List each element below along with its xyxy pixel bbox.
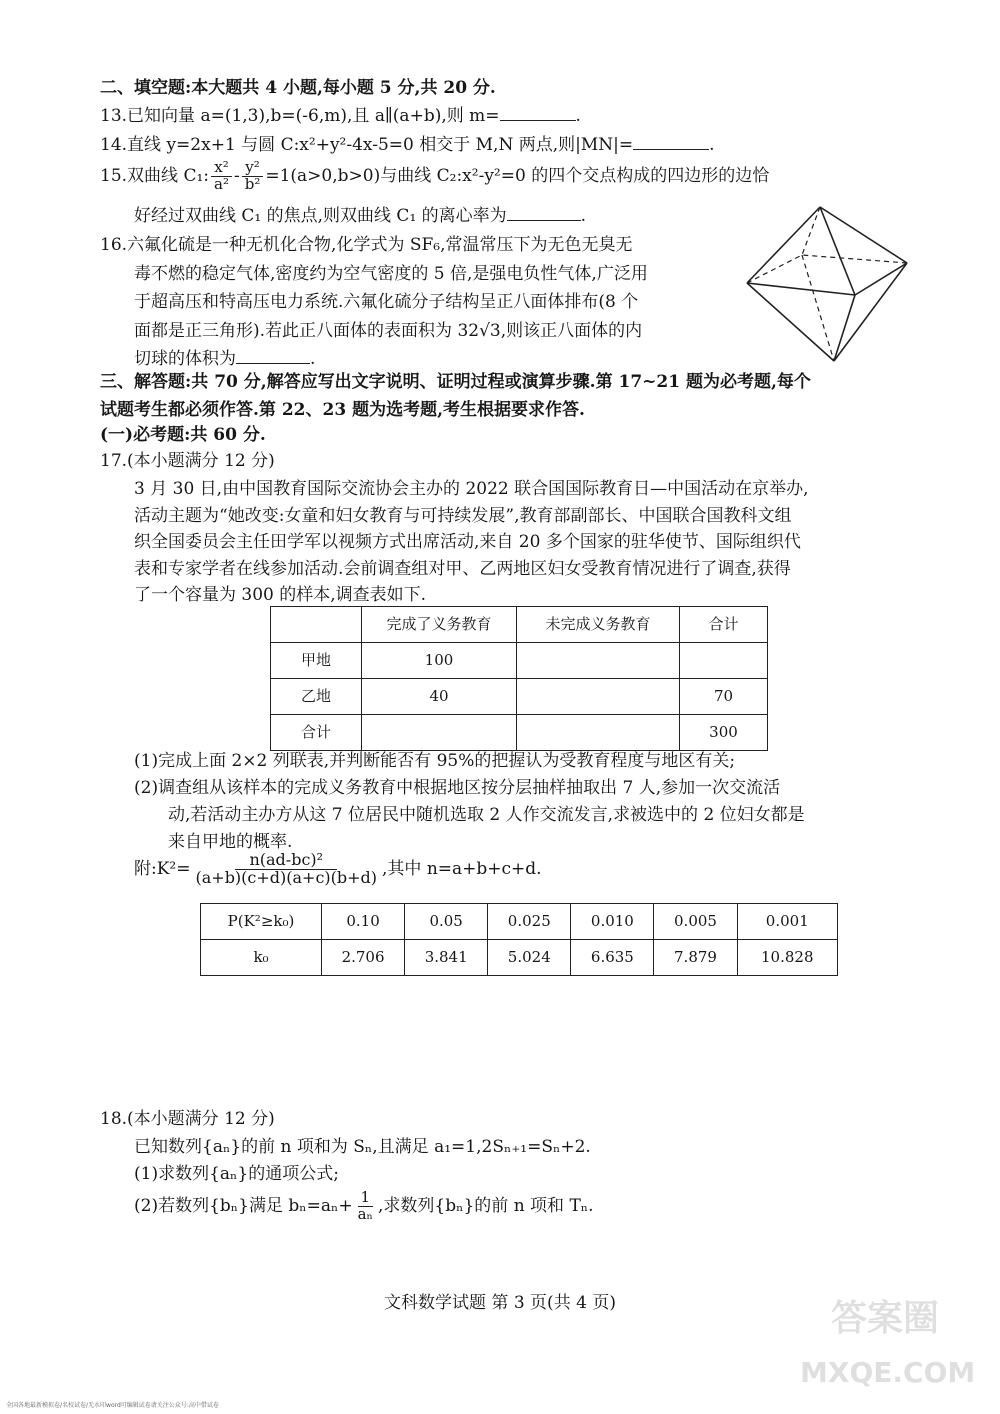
oct-edge (747, 207, 820, 283)
critical-value-table (200, 903, 838, 976)
q16-line4: 面都是正三角形).若此正八面体的表面积为 32√3,则该正八面体的内 (134, 320, 643, 341)
q13-num: 13. (100, 106, 128, 126)
oct-hidden-edge (802, 207, 820, 255)
q17-para-line: 织全国委员会主任田学军以视频方式出席活动,来自 20 多个国家的驻华使节、国际组织代 (134, 532, 801, 552)
formula-numerator: n(ad-bc)² (235, 852, 337, 870)
table-cell: P(K²≥k₀) (201, 904, 322, 940)
table-cell: 100 (362, 643, 517, 679)
q16-num: 16. (100, 235, 128, 255)
table-cell: 40 (362, 679, 517, 715)
oct-edge (855, 263, 907, 295)
q15-part1a: 双曲线 C₁: (127, 165, 210, 186)
table-header-cell: 完成了义务教育 (362, 607, 517, 643)
question-13: 13.已知向量 a=(1,3),b=(-6,m),且 a∥(a+b),则 m= . (100, 106, 581, 126)
table-cell (517, 643, 680, 679)
q15-part1b: =1(a>0,b>0)与曲线 C₂:x²-y²=0 的四个交点构成的四边形的边恰 (265, 165, 770, 186)
table-cell (680, 643, 768, 679)
table-header-cell: 未完成义务教育 (517, 607, 680, 643)
table-header-row (271, 607, 768, 643)
table-cell: 70 (680, 679, 768, 715)
table-cell: 甲地 (271, 643, 362, 679)
table-cell: 10.828 (737, 940, 837, 976)
oct-edge (820, 207, 907, 263)
table-cell: 0.05 (405, 904, 488, 940)
q18-sub1: (1)求数列{aₙ}的通项公式; (134, 1164, 339, 1184)
q15-frac-x (211, 160, 232, 193)
question-16 (100, 233, 740, 373)
q17-sub2-line: (2)调查组从该样本的完成义务教育中根据地区按分层抽样抽取出 7 人,参加一次交流活 (134, 778, 781, 798)
oct-edge (834, 263, 907, 361)
k2-formula (134, 852, 914, 887)
q16-line1: 六氟化硫是一种无机化合物,化学式为 SF₆,常温常压下为无色无臭无 (127, 235, 633, 255)
q18-sub2-text-a: (2)若数列{bₙ}满足 bₙ=aₙ+ (134, 1195, 353, 1216)
oct-hidden-edge (747, 255, 802, 283)
question-15-line2: 好经过双曲线 C₁ 的焦点,则双曲线 C₁ 的离心率为 . (134, 206, 587, 226)
q15-frac-y (242, 160, 264, 193)
q14-text: 直线 y=2x+1 与圆 C:x²+y²-4x-5=0 相交于 M,N 两点,则|MN|= (127, 135, 634, 155)
table-row (271, 715, 768, 751)
octahedron-figure (742, 205, 912, 365)
oct-edge (747, 283, 834, 361)
q16-blank (236, 349, 310, 364)
table-cell: 0.005 (654, 904, 737, 940)
q14-blank (633, 135, 709, 150)
contingency-table (270, 606, 768, 751)
table-cell: k₀ (201, 940, 322, 976)
section3-sub1: (一)必考题:共 60 分. (100, 425, 266, 445)
formula-suffix: ,其中 n=a+b+c+d. (382, 858, 542, 879)
table-cell: 3.841 (405, 940, 488, 976)
footnote-tiny: 全国各地最新模拟卷/名校试卷/无水印word可编辑试卷请关注公众号:高中借试卷 (6, 1402, 219, 1409)
table-cell (517, 679, 680, 715)
q15-frac-x-top: x² (211, 160, 231, 177)
watermark-logo (800, 1292, 976, 1402)
q16-last-text: 切球的体积为 (134, 349, 236, 369)
q17-sub1: (1)完成上面 2×2 列联表,并判断能否有 95%的把握认为受教育程度与地区有关; (134, 751, 736, 771)
table-row (201, 904, 838, 940)
formula-prefix: 附:K²= (134, 858, 191, 879)
section3-heading (100, 370, 910, 423)
q18-sub2 (134, 1190, 914, 1223)
table-cell (362, 715, 517, 751)
table-header-cell (271, 607, 362, 643)
table-header-cell: 合计 (680, 607, 768, 643)
q15-num: 15. (100, 165, 128, 186)
q17-sub2-line: 动,若活动主办方从这 7 位居民中随机选取 2 人作交流发言,求被选中的 2 位妇女都是 (168, 805, 805, 825)
q14-num: 14. (100, 135, 128, 155)
q17-para-line: 表和专家学者在线参加活动.会前调查组对甲、乙两地区妇女受教育情况进行了调查,获得 (134, 558, 791, 579)
q15-frac-y-bot: b² (244, 174, 261, 193)
q18-fraction (355, 1190, 376, 1223)
q18-frac-top: 1 (358, 1190, 374, 1207)
q15-frac-y-top: y² (242, 160, 263, 177)
oct-edge (820, 207, 855, 295)
q16-line3: 于超高压和特高压电力系统.六氟化硫分子结构呈正八面体排布(8 个 (134, 292, 639, 312)
q16-line2: 毒不燃的稳定气体,密度约为空气密度的 5 倍,是强电负性气体,广泛用 (134, 263, 648, 284)
page-footer: 文科数学试题 第 3 页(共 4 页) (384, 1293, 616, 1313)
table-cell: 2.706 (322, 940, 405, 976)
table-cell: 7.879 (654, 940, 737, 976)
question-15: 15.双曲线 C₁: $\frac{\text{x²}}{\text{a²}}$ - $\frac{\text{y²}}{\text{b²}}$ =1(a>0,b>0)与曲线 C₂:x²-y²=0 的四个交点构成的四边形的边恰 (100, 158, 770, 193)
table-row (201, 940, 838, 976)
question-14: 14.直线 y=2x+1 与圆 C:x²+y²-4x-5=0 相交于 M,N 两点,则|MN|= . (100, 135, 715, 155)
q18-sub2-text-b: ,求数列{bₙ}的前 n 项和 Tₙ. (378, 1195, 594, 1216)
table-cell: 6.635 (571, 940, 654, 976)
q18-frac-bot: aₙ (357, 1204, 374, 1223)
q17-para-line: 3 月 30 日,由中国教育国际交流协会主办的 2022 联合国国际教育日—中国活动在京举办, (134, 479, 809, 499)
oct-hidden-edge (802, 255, 834, 361)
q15-blank (507, 206, 581, 221)
section3-heading-line1: 三、解答题:共 70 分,解答应写出文字说明、证明过程或演算步骤.第 17~21 题为必考题,每个 (100, 372, 811, 392)
table-cell: 300 (680, 715, 768, 751)
q17-sub2-line: 来自甲地的概率. (168, 832, 293, 852)
table-cell: 0.10 (322, 904, 405, 940)
q13-blank (500, 106, 576, 121)
formula-denominator: (a+b)(c+d)(a+c)(b+d) (195, 867, 378, 887)
q13-text: 已知向量 a=(1,3),b=(-6,m),且 a∥(a+b),则 m= (127, 106, 500, 126)
q18-line1: 已知数列{aₙ}的前 n 项和为 Sₙ,且满足 a₁=1,2Sₙ₊₁=Sₙ+2. (134, 1137, 591, 1157)
q15-part2: 好经过双曲线 C₁ 的焦点,则双曲线 C₁ 的离心率为 (134, 206, 507, 226)
q17-sub2 (134, 775, 914, 856)
q17-para-line: 了一个容量为 300 的样本,调查表如下. (134, 585, 427, 605)
table-cell: 0.001 (737, 904, 837, 940)
table-row (271, 643, 768, 679)
section2-heading: 二、填空题:本大题共 4 小题,每小题 5 分,共 20 分. (100, 78, 496, 98)
q16-line5: 切球的体积为 . (134, 349, 316, 369)
table-cell: 合计 (271, 715, 362, 751)
table-cell (517, 715, 680, 751)
table-cell: 5.024 (488, 940, 571, 976)
table-cell: 0.010 (571, 904, 654, 940)
table-row (271, 679, 768, 715)
q17-para-line: 活动主题为“她改变:女童和妇女教育与可持续发展”,教育部副部长、中国联合国教科文组 (134, 505, 792, 526)
q15-frac-x-bot: a² (214, 174, 229, 193)
watermark-line1: 答案圈 (830, 1298, 939, 1339)
formula-fraction (193, 852, 381, 887)
section3-heading-line2: 试题考生都必须作答.第 22、23 题为选考题,考生根据要求作答. (100, 399, 585, 420)
q18-title: 18.(本小题满分 12 分) (100, 1109, 275, 1129)
watermark-line2: MXQE.COM (800, 1356, 976, 1389)
oct-hidden-edge (802, 255, 907, 263)
table-cell: 乙地 (271, 679, 362, 715)
table-cell: 0.025 (488, 904, 571, 940)
q17-title: 17.(本小题满分 12 分) (100, 451, 275, 471)
oct-edge (747, 283, 855, 295)
oct-edge (834, 295, 855, 361)
q17-paragraph (134, 476, 914, 609)
